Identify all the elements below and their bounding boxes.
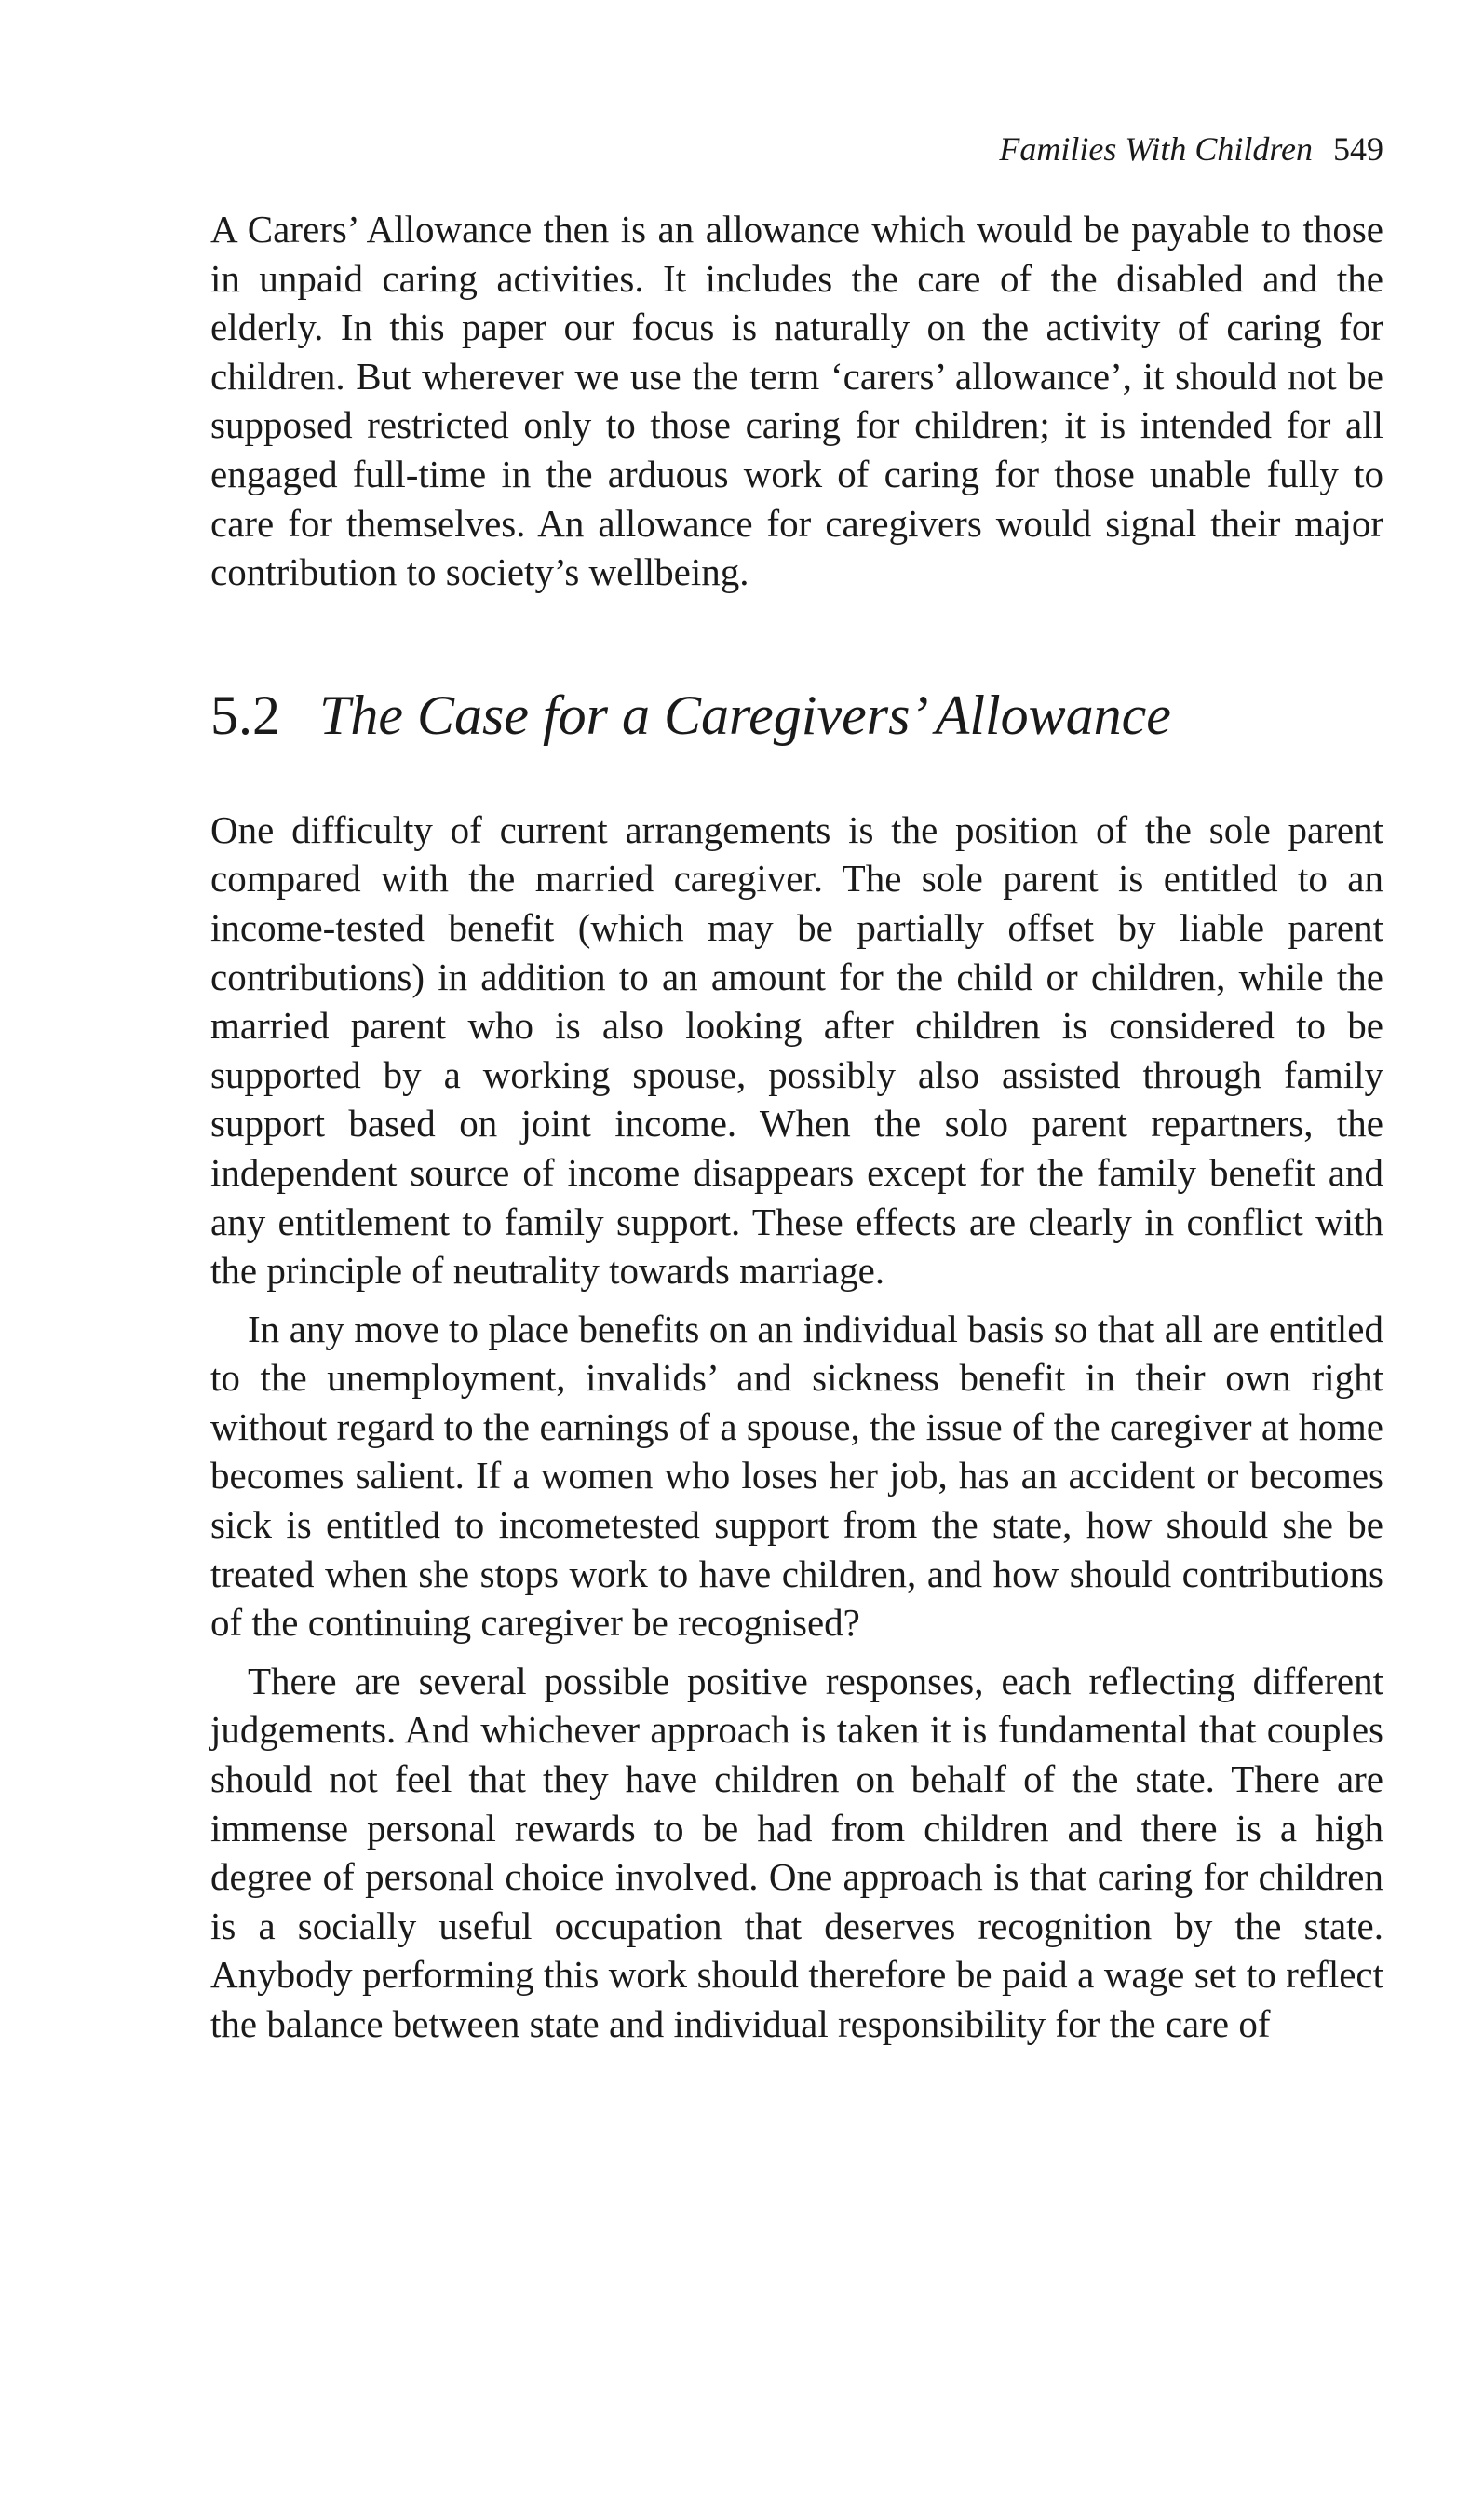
section-heading	[210, 683, 1383, 748]
paragraph-individual-basis: In any move to place benefits on an individual basis so that all are entitled to the unemployment, invalids’ and sickness benefit in their own right without regard to the earnings of a spouse, the issue of the caregiver at home becomes salient. If a women who loses her job, has an accident or becomes sick is entitled to incometested support from the state, how should she be treated when she stops work to have children, and how should contributions of the continuing caregiver be recognised?	[210, 1307, 1383, 1645]
running-head	[210, 129, 1383, 169]
page-number: 549	[1333, 130, 1383, 168]
section-number: 5.2	[210, 684, 280, 746]
running-head-title: Families With Children	[999, 130, 1313, 168]
section-title: The Case for a Caregivers’ Allowance	[319, 684, 1171, 746]
book-page	[210, 129, 1383, 2049]
paragraph-carers-allowance: A Carers’ Allowance then is an allowance which would be payable to those in unpaid caring activities. It includes the care of the disabled and the elderly. In this paper our focus is naturally on the activity of caring for children. But wherever we use the term ‘carers’ allowance’, it should not be supposed restricted only to those caring for children; it is intended for all engaged full-time in the arduous work of caring for those unable fully to care for themselves. An allowance for caregivers would signal their major contribution to society’s wellbeing.	[210, 208, 1383, 594]
paragraph-positive-responses: There are several possible positive responses, each reflecting different judgements. And whichever approach is taken it is fundamental that couples should not feel that they have children on behalf of the state. There are immense personal rewards to be had from children and there is a high degree of personal choice involved. One approach is that caring for children is a socially useful occupation that deserves recognition by the state. Anybody performing this work should therefore be paid a wage set to reflect the balance between state and individual responsibility for the care of	[210, 1659, 1383, 2045]
paragraph-current-arrangements: One difficulty of current arrangements is the position of the sole parent compared with the married caregiver. The sole parent is entitled to an income-tested benefit (which may be partially offset by liable parent contributions) in addition to an amount for the child or children, while the married parent who is also looking after children is considered to be supported by a working spouse, possibly also assisted through family support based on joint income. When the solo parent repartners, the independent source of income disappears except for the family benefit and any entitlement to family support. These effects are clearly in conflict with the principle of neutrality towards marriage.	[210, 807, 1383, 1293]
